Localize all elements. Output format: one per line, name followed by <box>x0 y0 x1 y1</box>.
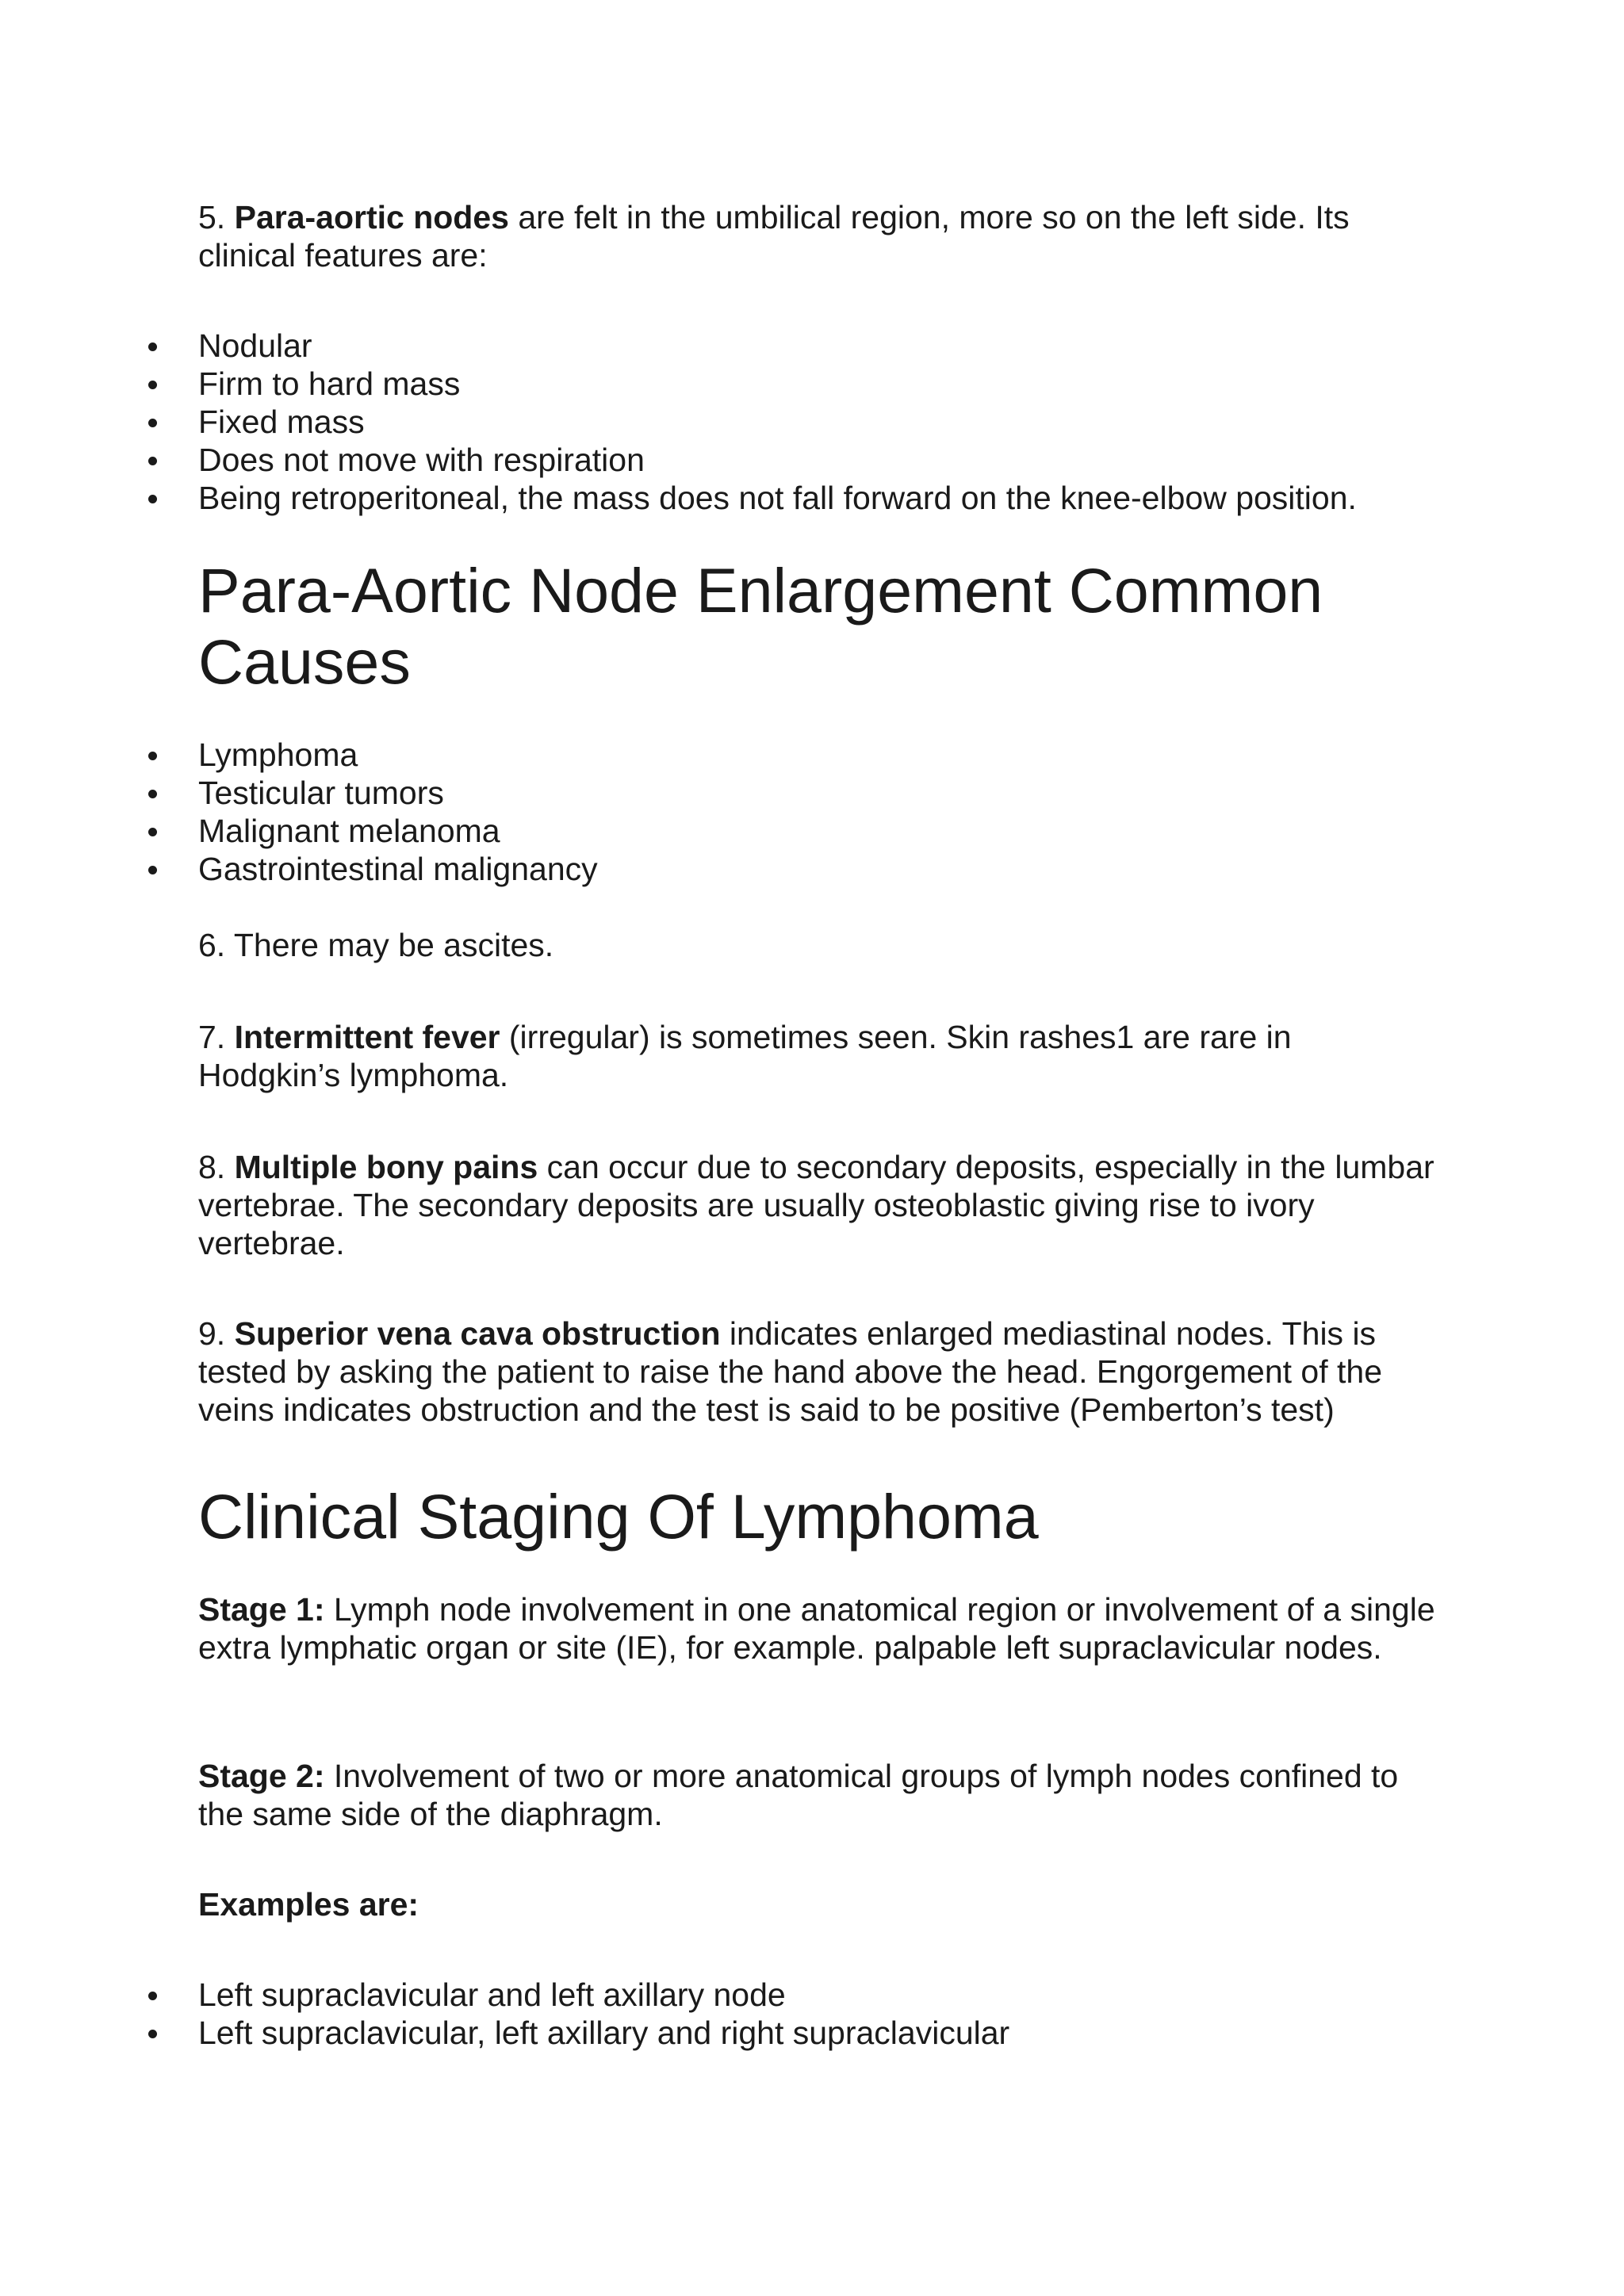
bold-term: Intermittent fever <box>234 1019 500 1055</box>
list-item <box>0 736 1507 774</box>
bullet-icon <box>148 828 157 836</box>
list-item-text: Malignant melanoma <box>198 813 500 849</box>
list-item <box>0 365 1507 403</box>
paragraph-number: 5. <box>198 199 235 235</box>
list-item-text: Left supraclavicular, left axillary and right supraclavicular <box>198 2015 1010 2051</box>
paragraph-stage-2 <box>198 1757 1435 1833</box>
bold-term: Multiple bony pains <box>234 1149 538 1185</box>
common-causes-list <box>0 736 1507 888</box>
paragraph-text: can occur due to secondary deposits, especially in the lumbar vertebrae. The secondary deposits are usually osteoblastic giving rise to ivory vertebrae. <box>198 1149 1434 1261</box>
bold-term: Stage 1: <box>198 1591 325 1628</box>
paragraph-stage-1 <box>198 1590 1435 1667</box>
bullet-icon <box>148 457 157 465</box>
bold-term: Superior vena cava obstruction <box>234 1315 721 1352</box>
list-item-text: Nodular <box>198 327 312 364</box>
bold-term: Examples are: <box>198 1886 419 1923</box>
paragraph-text: are felt in the umbilical region, more so on the left side. Its clinical features are: <box>198 199 1350 274</box>
list-item <box>0 1976 1507 2014</box>
list-item-text: Being retroperitoneal, the mass does not fall forward on the knee-elbow position. <box>198 480 1357 516</box>
paragraph-text: indicates enlarged mediastinal nodes. This is tested by asking the patient to raise the hand above the head. Engorgement of the veins indicates obstruction and the test is said to be positive (Pemberton’s test) <box>198 1315 1382 1428</box>
list-item <box>0 327 1507 365</box>
bold-term: Stage 2: <box>198 1758 325 1794</box>
paragraph-bony-pains <box>198 1148 1435 1262</box>
bullet-icon <box>148 2030 157 2038</box>
list-item <box>0 441 1507 479</box>
list-item <box>0 850 1507 888</box>
paragraph-intermittent-fever <box>198 1018 1435 1094</box>
list-item-text: Lymphoma <box>198 737 358 773</box>
list-item-text: Does not move with respiration <box>198 442 645 478</box>
paragraph-svc-obstruction <box>198 1314 1435 1429</box>
bullet-icon <box>148 866 157 874</box>
list-item <box>0 2014 1507 2052</box>
paragraph-text: Involvement of two or more anatomical groups of lymph nodes confined to the same side of the diaphragm. <box>198 1758 1399 1832</box>
paragraph-number: 7. <box>198 1019 235 1055</box>
section-heading-common-causes: Para-Aortic Node Enlargement Common Causes <box>198 555 1323 697</box>
bullet-icon <box>148 495 157 503</box>
bold-term: Para-aortic nodes <box>234 199 509 235</box>
list-item <box>0 812 1507 850</box>
paragraph-number: 8. <box>198 1149 235 1185</box>
bullet-icon <box>148 342 157 351</box>
list-item-text: Fixed mass <box>198 404 365 440</box>
clinical-features-list <box>0 327 1507 517</box>
list-item <box>0 774 1507 812</box>
paragraph-ascites: 6. There may be ascites. <box>198 927 554 963</box>
paragraph-text: (irregular) is sometimes seen. Skin rashes1 are rare in Hodgkin’s lymphoma. <box>198 1019 1292 1093</box>
list-item-text: Testicular tumors <box>198 775 444 811</box>
paragraph-para-aortic-nodes <box>198 198 1435 274</box>
list-item <box>0 479 1507 517</box>
list-item-text: Gastrointestinal malignancy <box>198 851 598 887</box>
list-item <box>0 403 1507 441</box>
bullet-icon <box>148 1992 157 2000</box>
bullet-icon <box>148 381 157 389</box>
bullet-icon <box>148 790 157 798</box>
bullet-icon <box>148 752 157 760</box>
paragraph-number: 9. <box>198 1315 235 1352</box>
examples-list <box>0 1976 1507 2052</box>
list-item-text: Firm to hard mass <box>198 365 461 402</box>
section-heading-clinical-staging: Clinical Staging Of Lymphoma <box>198 1481 1039 1552</box>
examples-label <box>198 1885 1435 1923</box>
list-item-text: Left supraclavicular and left axillary node <box>198 1976 786 2013</box>
paragraph-text: Lymph node involvement in one anatomical region or involvement of a single extra lymphatic organ or site (IE), for example. palpable left supraclavicular nodes. <box>198 1591 1435 1666</box>
bullet-icon <box>148 419 157 427</box>
